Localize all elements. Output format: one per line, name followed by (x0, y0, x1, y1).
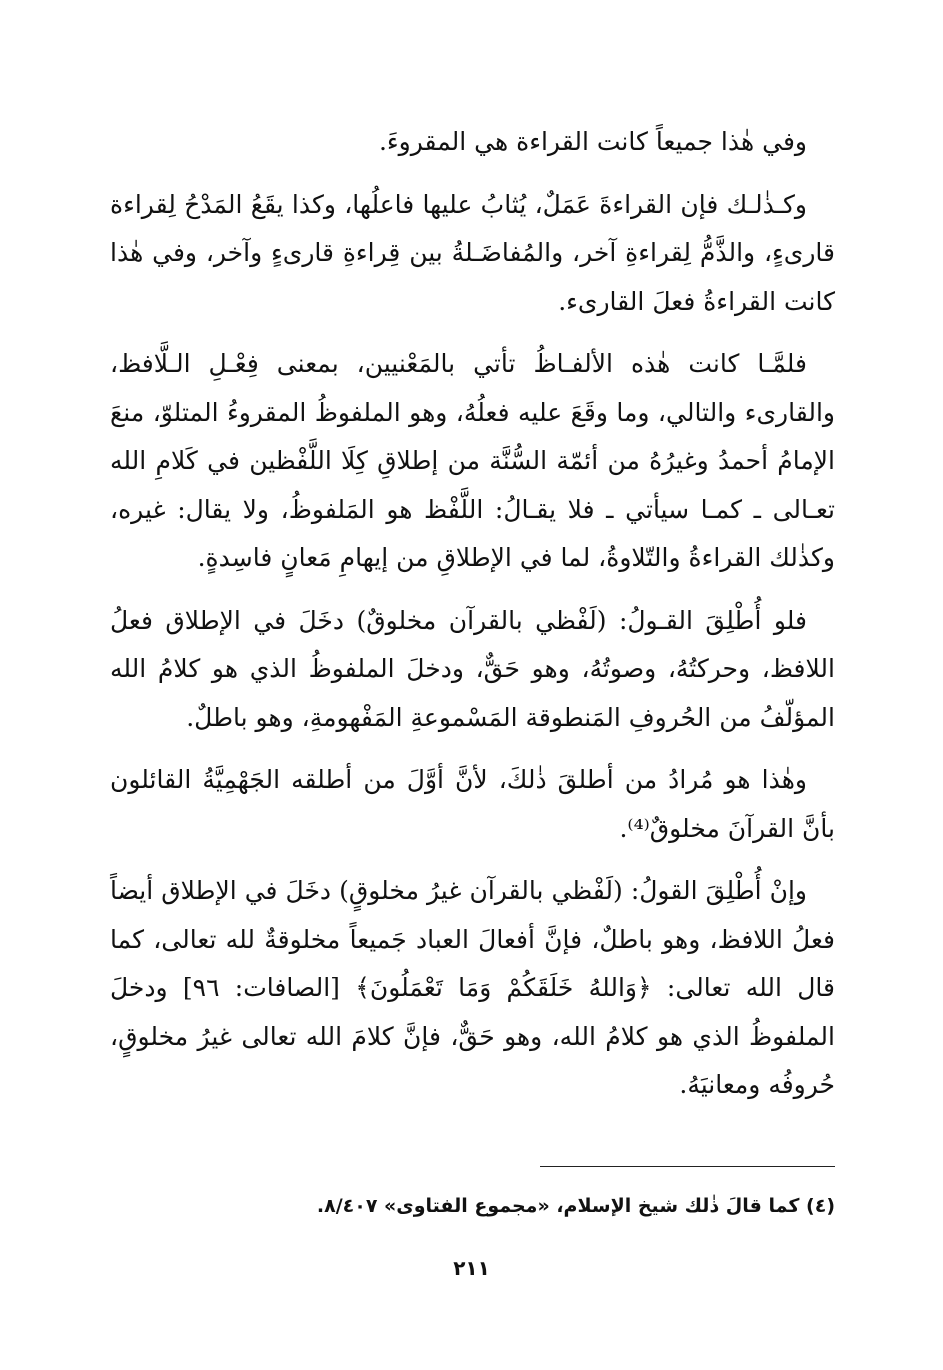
paragraph-3: فلمَّـا كانت هٰذه الألفـاظُ تأتي بالمَعْنيين، بمعنى فِعْـلِ الـلَّافظ، والقارىء والتالي، وما وقَعَ عليه فعلُهُ، وهو الملفوظُ المقروءُ المتلوّ، منعَ الإمامُ أحمدُ وغيرُهُ من أئمّة السُّنَّة من إطلاقِ كِلَا اللَّفْظين في كَلامِ الله تعـالى ـ كمـا سيأتي ـ فلا يقـالُ: اللَّفْظ هو المَلفوظُ، ولا يقال: غيره، وكذٰلك القراءةُ والتّلاوةُ، لما في الإطلاقِ من إيهامِ مَعانٍ فاسِدةٍ. (110, 349, 835, 572)
paragraph-5: وهٰذا هو مُرادُ من أطلقَ ذٰلكَ، لأنَّ أوَّلَ من أطلقه الجَهْمِيَّةُ القائلون بأنَّ القرآنَ مخلوقٌ⁽⁴⁾. (110, 765, 835, 843)
paragraph-2: وكـذٰلـك فإن القراءةَ عَمَلٌ، يُثابُ عليها فاعلُها، وكذا يقَعُ المَدْحُ لِقراءة قارىءٍ، والذَّمُّ لِقراءةِ آخر، والمُفاضَـلةُ بين قِراءةِ قارىءٍ وآخر، وفي هٰذا كانت القراءةُ فعلَ القارىء. (110, 189, 835, 316)
footnote: (٤) كما قالَ ذٰلك شيخ الإسلام، «مجموع الفتاوى» ٨/٤٠٧. (316, 1195, 835, 1217)
footnote-divider (540, 1166, 835, 1167)
paragraph-1: وفي هٰذا جميعاً كانت القراءة هي المقروءَ. (378, 127, 807, 156)
page-number: ٢١١ (453, 1256, 490, 1280)
paragraph-6: وإنْ أُطْلِقَ القولُ: (لَفْظي بالقرآن غيرُ مخلوقٍ) دخَلَ في الإطلاق أيضاً فعلُ اللافظ، وهو باطلٌ، فإنَّ أفعالَ العباد جَميعاً مخلوقةٌ لله تعالى، كما قال الله تعالى: ﴿وَاللهُ خَلَقَكُمْ وَمَا تَعْمَلُونَ﴾ [الصافات: ٩٦] ودخلَ الملفوظُ الذي هو كلامُ الله، وهو حَقٌّ، فإنَّ كلامَ الله تعالى غيرُ مخلوقٍ، حُروفُه ومعانيَهُ. (110, 876, 835, 1099)
paragraph-4: فلو أُطْلِقَ القـولُ: (لَفْظي بالقرآن مخلوقٌ) دخَلَ في الإطلاق فعلُ اللافظ، وحركتُهُ، وصوتُهُ، وهو حَقٌّ، ودخلَ الملفوظُ الذي هو كلامُ الله المؤلّفُ من الحُروفِ المَنطوقة المَسْموعةِ المَفْهومةِ، وهو باطلٌ. (110, 605, 835, 732)
main-text (110, 118, 835, 1124)
